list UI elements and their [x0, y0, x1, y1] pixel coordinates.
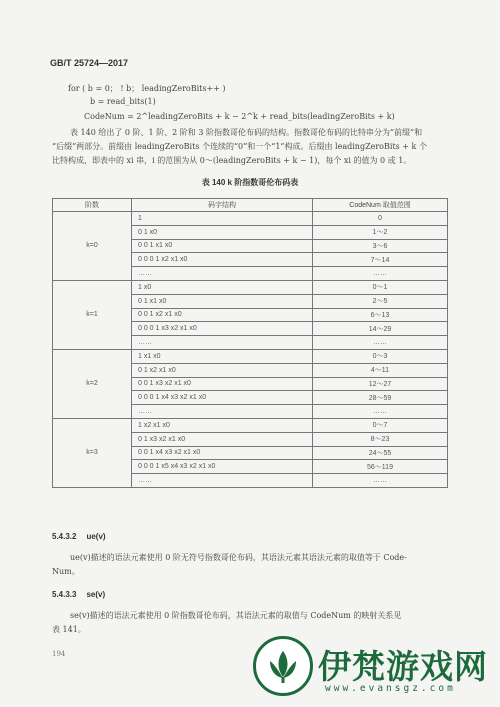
se-line-1: se(v)描述的语法元素使用 0 阶指数哥伦布码，其语法元素的取值与 CodeNum 的映射关系见: [70, 611, 402, 620]
codeword-structure-cell: 0 0 1 x4 x3 x2 x1 x0: [132, 446, 313, 460]
codeword-structure-cell: 0 0 0 1 x5 x4 x3 x2 x1 x0: [132, 460, 313, 474]
codenum-range-cell: 7～14: [313, 253, 448, 267]
intro-paragraph: [52, 126, 450, 168]
codeword-structure-cell: 1 x1 x0: [132, 349, 313, 363]
ue-line-2: Num。: [52, 567, 80, 576]
page-number: 194: [52, 650, 66, 658]
se-line-2: 表 141。: [52, 625, 86, 634]
codenum-range-cell: 12～27: [313, 377, 448, 391]
codenum-range-cell: 4～11: [313, 363, 448, 377]
codeword-structure-cell: ……: [132, 474, 313, 488]
codeword-structure-cell: 0 0 0 1 x4 x3 x2 x1 x0: [132, 391, 313, 405]
order-cell: k=3: [53, 418, 132, 487]
header-range: CodeNum 取值范围: [313, 199, 448, 212]
exp-golomb-table: [52, 198, 448, 488]
codeword-structure-cell: 1: [132, 212, 313, 226]
table-title: 表 140 k 阶指数哥伦布码表: [201, 178, 299, 187]
table-row: [53, 280, 448, 294]
codeword-structure-cell: 0 0 0 1 x2 x1 x0: [132, 253, 313, 267]
code-line-1: for ( b = 0； ! b； leadingZeroBits++ ): [68, 84, 226, 93]
codenum-range-cell: 8～23: [313, 432, 448, 446]
codenum-range-cell: 14～29: [313, 322, 448, 336]
section-number: 5.4.3.2: [52, 532, 77, 541]
codenum-range-cell: 3～6: [313, 239, 448, 253]
codeword-structure-cell: 1 x2 x1 x0: [132, 418, 313, 432]
section-title: se(v): [86, 590, 106, 599]
codenum-range-cell: 56～119: [313, 460, 448, 474]
section-title: ue(v): [86, 532, 106, 541]
lotus-icon: [264, 647, 302, 685]
table-row: [53, 418, 448, 432]
codenum-range-cell: 0: [313, 212, 448, 226]
codenum-range-cell: 0～7: [313, 418, 448, 432]
codenum-range-cell: 1～2: [313, 225, 448, 239]
codenum-range-cell: 24～55: [313, 446, 448, 460]
codenum-range-cell: 0～1: [313, 280, 448, 294]
codeword-structure-cell: 0 0 1 x2 x1 x0: [132, 308, 313, 322]
ue-line-1: ue(v)描述的语法元素使用 0 阶无符号指数哥伦布码，其语法元素其语法元素的取值等于 Code-: [70, 553, 407, 562]
table-row: [53, 349, 448, 363]
order-cell: k=1: [53, 280, 132, 349]
codenum-range-cell: ……: [313, 474, 448, 488]
codeword-structure-cell: ……: [132, 336, 313, 350]
se-paragraph: [52, 609, 450, 637]
order-cell: k=0: [53, 212, 132, 281]
header-structure: 码字结构: [132, 199, 313, 212]
watermark-brand: 伊梵游戏网: [318, 647, 488, 686]
table-row: [53, 212, 448, 226]
section-heading-ue: [52, 532, 106, 541]
codenum-range-cell: ……: [313, 336, 448, 350]
codeword-structure-cell: 1 x0: [132, 280, 313, 294]
code-line-2: b = read_bits(1): [90, 97, 156, 106]
codenum-range-cell: 0～3: [313, 349, 448, 363]
intro-line-2: “后缀”两部分。前缀由 leadingZeroBits 个连续的“0”和一个“1”构成。后缀由 leadingZeroBits + k 个: [52, 142, 427, 151]
ue-paragraph: [52, 551, 450, 579]
codeword-structure-cell: 0 1 x3 x2 x1 x0: [132, 432, 313, 446]
codeword-structure-cell: 0 0 1 x3 x2 x1 x0: [132, 377, 313, 391]
table-body: [53, 212, 448, 488]
codenum-range-cell: 28～59: [313, 391, 448, 405]
codenum-range-cell: 6～13: [313, 308, 448, 322]
code-line-3: CodeNum = 2^leadingZeroBits + k − 2^k + read_bits(leadingZeroBits + k): [84, 112, 395, 121]
codenum-range-cell: ……: [313, 267, 448, 281]
codeword-structure-cell: 0 1 x2 x1 x0: [132, 363, 313, 377]
codeword-structure-cell: ……: [132, 267, 313, 281]
codenum-range-cell: 2～5: [313, 294, 448, 308]
table-header-row: [53, 199, 448, 212]
intro-line-3: 比特构成，即表中的 xi 串，i 的范围为从 0～(leadingZeroBits + k − 1)，每个 xi 的值为 0 或 1。: [52, 156, 412, 165]
codeword-structure-cell: ……: [132, 405, 313, 419]
standard-number: GB/T 25724—2017: [50, 58, 129, 68]
codeword-structure-cell: 0 0 1 x1 x0: [132, 239, 313, 253]
codeword-structure-cell: 0 0 0 1 x3 x2 x1 x0: [132, 322, 313, 336]
header-order: 阶数: [53, 199, 132, 212]
codeword-structure-cell: 0 1 x0: [132, 225, 313, 239]
order-cell: k=2: [53, 349, 132, 418]
codeword-structure-cell: 0 1 x1 x0: [132, 294, 313, 308]
codenum-range-cell: ……: [313, 405, 448, 419]
watermark-url: www.evansgz.com: [325, 683, 456, 694]
section-number: 5.4.3.3: [52, 590, 77, 599]
section-heading-se: [52, 590, 105, 599]
intro-line-1: 表 140 给出了 0 阶、1 阶、2 阶和 3 阶指数哥伦布码的结构。指数哥伦布码的比特串分为“前缀”和: [70, 128, 423, 137]
watermark-logo: [253, 636, 313, 696]
